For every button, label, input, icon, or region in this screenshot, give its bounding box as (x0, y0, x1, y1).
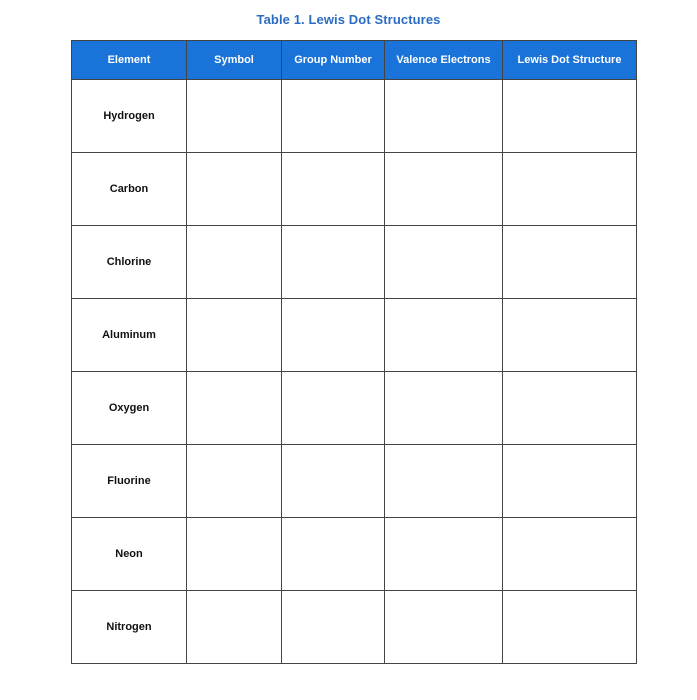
symbol-cell[interactable] (187, 445, 282, 518)
lewis-structure-cell[interactable] (503, 591, 637, 664)
element-cell: Neon (72, 518, 187, 591)
table-row (72, 153, 637, 226)
group-number-cell[interactable] (282, 518, 385, 591)
group-number-cell[interactable] (282, 80, 385, 153)
element-cell: Oxygen (72, 372, 187, 445)
table-row (72, 518, 637, 591)
header-lewis-dot-structure: Lewis Dot Structure (503, 41, 637, 80)
lewis-dot-table (71, 40, 637, 664)
element-cell: Carbon (72, 153, 187, 226)
group-number-cell[interactable] (282, 591, 385, 664)
group-number-cell[interactable] (282, 226, 385, 299)
valence-electrons-cell[interactable] (385, 518, 503, 591)
group-number-cell[interactable] (282, 299, 385, 372)
header-symbol: Symbol (187, 41, 282, 80)
valence-electrons-cell[interactable] (385, 445, 503, 518)
symbol-cell[interactable] (187, 518, 282, 591)
element-cell: Nitrogen (72, 591, 187, 664)
valence-electrons-cell[interactable] (385, 299, 503, 372)
lewis-structure-cell[interactable] (503, 153, 637, 226)
symbol-cell[interactable] (187, 226, 282, 299)
symbol-cell[interactable] (187, 80, 282, 153)
lewis-structure-cell[interactable] (503, 226, 637, 299)
symbol-cell[interactable] (187, 299, 282, 372)
symbol-cell[interactable] (187, 372, 282, 445)
table-caption: Table 1. Lewis Dot Structures (256, 12, 441, 27)
header-valence-electrons: Valence Electrons (385, 41, 503, 80)
lewis-structure-cell[interactable] (503, 372, 637, 445)
table-row (72, 591, 637, 664)
table-row (72, 299, 637, 372)
table-row (72, 80, 637, 153)
group-number-cell[interactable] (282, 445, 385, 518)
header-element: Element (72, 41, 187, 80)
element-cell: Chlorine (72, 226, 187, 299)
valence-electrons-cell[interactable] (385, 591, 503, 664)
symbol-cell[interactable] (187, 153, 282, 226)
group-number-cell[interactable] (282, 153, 385, 226)
valence-electrons-cell[interactable] (385, 226, 503, 299)
lewis-structure-cell[interactable] (503, 518, 637, 591)
symbol-cell[interactable] (187, 591, 282, 664)
valence-electrons-cell[interactable] (385, 153, 503, 226)
table-row (72, 445, 637, 518)
lewis-structure-cell[interactable] (503, 80, 637, 153)
lewis-structure-cell[interactable] (503, 445, 637, 518)
element-cell: Hydrogen (72, 80, 187, 153)
valence-electrons-cell[interactable] (385, 80, 503, 153)
element-cell: Aluminum (72, 299, 187, 372)
table-row (72, 372, 637, 445)
table-row (72, 226, 637, 299)
header-group-number: Group Number (282, 41, 385, 80)
valence-electrons-cell[interactable] (385, 372, 503, 445)
element-cell: Fluorine (72, 445, 187, 518)
group-number-cell[interactable] (282, 372, 385, 445)
lewis-structure-cell[interactable] (503, 299, 637, 372)
header-row (72, 41, 637, 80)
